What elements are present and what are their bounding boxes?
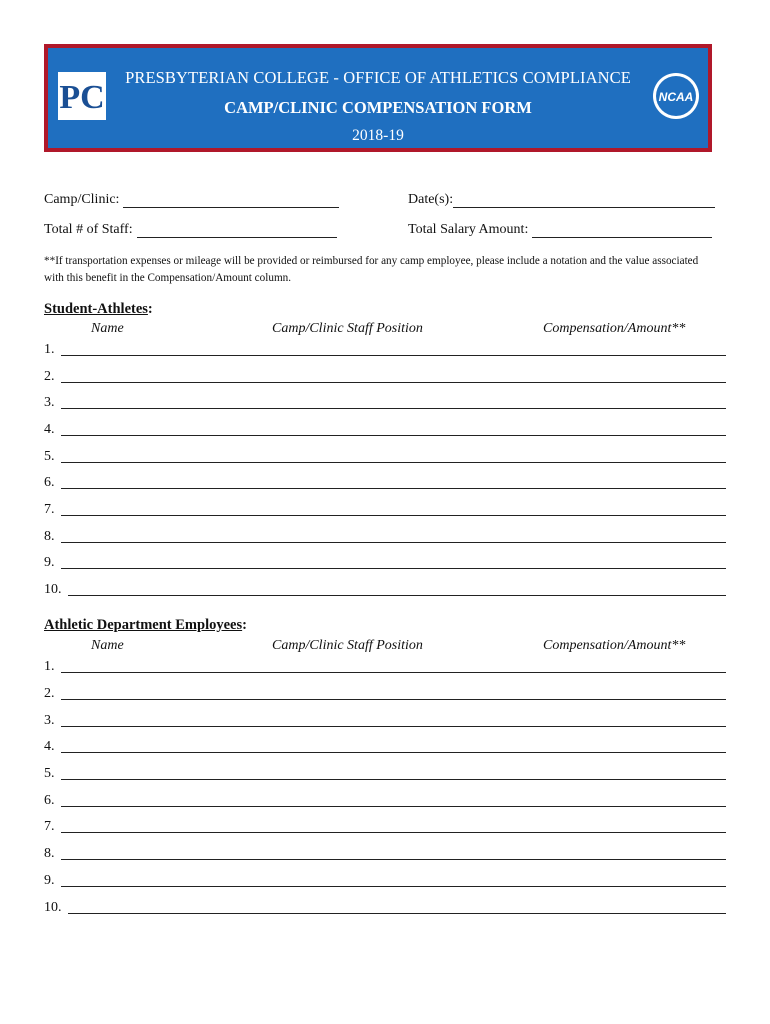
- college-title: PRESBYTERIAN COLLEGE - OFFICE OF ATHLETICS COMPLIANCE: [125, 68, 631, 87]
- total-staff-field[interactable]: [44, 222, 337, 238]
- col-position-1: Camp/Clinic Staff Position: [272, 321, 423, 336]
- transportation-note: **If transportation expenses or mileage will be provided or reimbursed for any camp employee, please include a notation and the value associated with this benefit in the Compensation/Amount column.: [44, 255, 699, 284]
- employee-row[interactable]: 4.: [44, 737, 726, 755]
- entry-line[interactable]: [68, 913, 726, 914]
- svg-text:PC: PC: [59, 79, 105, 116]
- entry-line[interactable]: [61, 752, 726, 753]
- dates-label: Date(s):: [408, 192, 454, 207]
- total-salary-line[interactable]: [532, 223, 712, 238]
- col-position-2: Camp/Clinic Staff Position: [272, 638, 423, 653]
- entry-line[interactable]: [61, 542, 726, 543]
- entry-line[interactable]: [61, 806, 726, 807]
- employee-row[interactable]: 10.: [44, 898, 726, 916]
- employee-row[interactable]: 9.: [44, 871, 726, 889]
- student-row[interactable]: 7.: [44, 500, 726, 518]
- employee-row[interactable]: 8.: [44, 844, 726, 862]
- entry-line[interactable]: [61, 779, 726, 780]
- camp-clinic-field[interactable]: [44, 192, 339, 208]
- employee-row[interactable]: 1.: [44, 657, 726, 675]
- total-salary-label: Total Salary Amount:: [408, 222, 529, 237]
- entry-line[interactable]: [61, 355, 726, 356]
- total-staff-label: Total # of Staff:: [44, 222, 133, 237]
- form-year: 2018-19: [352, 127, 404, 144]
- dates-line[interactable]: [453, 193, 715, 208]
- ncaa-logo-icon: [652, 72, 700, 120]
- employee-row[interactable]: 3.: [44, 711, 726, 729]
- entry-line[interactable]: [61, 515, 726, 516]
- employees-heading: Athletic Department Employees:: [44, 617, 247, 633]
- student-row[interactable]: 9.: [44, 553, 726, 571]
- entry-line[interactable]: [61, 488, 726, 489]
- col-compensation-1: Compensation/Amount**: [543, 321, 686, 336]
- col-compensation-2: Compensation/Amount**: [543, 638, 686, 653]
- camp-clinic-label: Camp/Clinic:: [44, 192, 120, 207]
- employee-row[interactable]: 2.: [44, 684, 726, 702]
- entry-line[interactable]: [61, 435, 726, 436]
- entry-line[interactable]: [68, 595, 726, 596]
- student-row[interactable]: 8.: [44, 527, 726, 545]
- col-name-1: Name: [91, 321, 124, 336]
- student-row[interactable]: 5.: [44, 447, 726, 465]
- form-title: CAMP/CLINIC COMPENSATION FORM: [224, 98, 532, 117]
- col-name-2: Name: [91, 638, 124, 653]
- student-row[interactable]: 6.: [44, 473, 726, 491]
- entry-line[interactable]: [61, 382, 726, 383]
- student-row[interactable]: 3.: [44, 393, 726, 411]
- dates-field[interactable]: [408, 192, 715, 208]
- employee-row[interactable]: 6.: [44, 791, 726, 809]
- header-banner: [44, 44, 712, 152]
- student-row[interactable]: 4.: [44, 420, 726, 438]
- entry-line[interactable]: [61, 408, 726, 409]
- entry-line[interactable]: [61, 462, 726, 463]
- entry-line[interactable]: [61, 886, 726, 887]
- student-row[interactable]: 2.: [44, 367, 726, 385]
- entry-line[interactable]: [61, 699, 726, 700]
- student-row[interactable]: 1.: [44, 340, 726, 358]
- entry-line[interactable]: [61, 568, 726, 569]
- total-staff-line[interactable]: [137, 223, 337, 238]
- total-salary-field[interactable]: [408, 222, 712, 238]
- entry-line[interactable]: [61, 832, 726, 833]
- camp-clinic-line[interactable]: [123, 193, 339, 208]
- student-athletes-heading: Student-Athletes:: [44, 301, 153, 317]
- employee-row[interactable]: 7.: [44, 817, 726, 835]
- entry-line[interactable]: [61, 859, 726, 860]
- student-row[interactable]: 10.: [44, 580, 726, 598]
- entry-line[interactable]: [61, 726, 726, 727]
- entry-line[interactable]: [61, 672, 726, 673]
- svg-text:NCAA: NCAA: [658, 90, 694, 104]
- employee-row[interactable]: 5.: [44, 764, 726, 782]
